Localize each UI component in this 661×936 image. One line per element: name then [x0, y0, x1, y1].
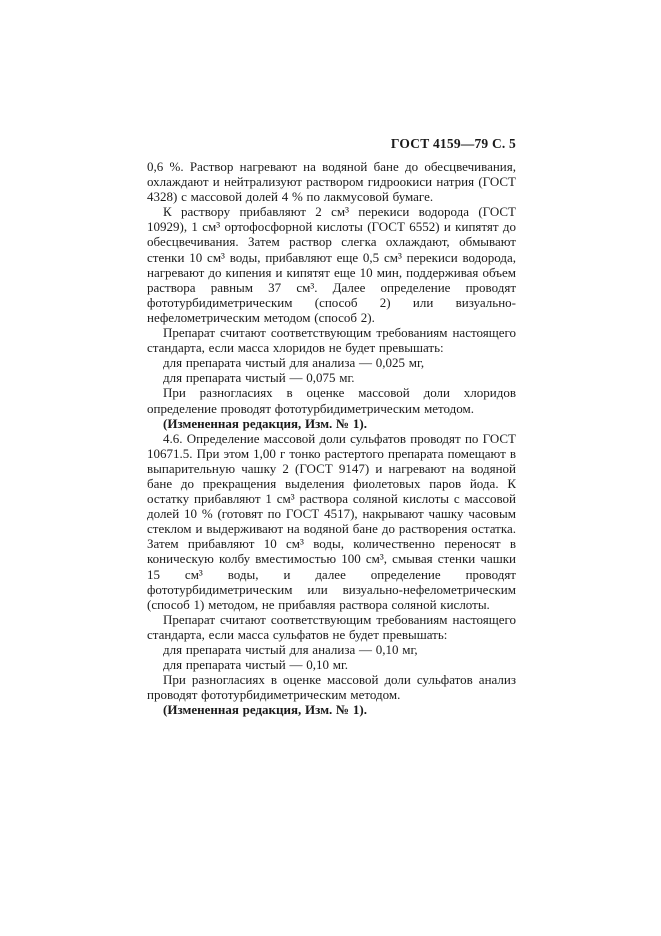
paragraph-amended-edition-note-1: (Измененная редакция, Изм. № 1). — [163, 415, 367, 431]
paragraph-chlorides-limit-pure-grade: для препарата чистый — 0,075 мг. — [163, 370, 355, 386]
paragraph-continuation-chlorides-prep: 0,6 %. Раствор нагревают на водяной бане до обесцвечивания, охлаждают и нейтрализуют раствором гидроокиси натрия (ГОСТ 4328) с массовой долей 4 % по лакмусовой бумаге. — [147, 159, 516, 205]
paragraph-sulfates-limit-analysis-grade: для препарата чистый для анализа — 0,10 мг, — [163, 642, 418, 657]
paragraph-sulfates-limit-pure-grade: для препарата чистый — 0,10 мг. — [163, 657, 349, 673]
paragraph-4-6-sulfates-procedure: 4.6. Определение массовой доли сульфатов проводят по ГОСТ 10671.5. При этом 1,00 г тонко растертого препарата помещают в выпарительную чашку 2 (ГОСТ 9147) и нагревают на водяной бане до прекращения выделения фиолетовых паров йода. К остатку прибавляют 1 см³ раствора соляной кислоты с массовой долей 10 % (готовят по ГОСТ 4517), накрывают чашку часовым стеклом и выдерживают на водяной бане до растворения остатка. Затем прибавляют 10 см³ воды, количественно переносят в коническую колбу вместимостью 100 см³, смывая стенки чашки 15 см³ воды, и далее определение проводят фототурбидиметрическим или визуально-нефелометрическим (способ 1) методом, не прибавляя раствора соляной кислоты. — [147, 430, 516, 612]
paragraph-amended-edition-note-2: (Измененная редакция, Изм. № 1). — [163, 702, 367, 718]
paragraph-peroxide-procedure: К раствору прибавляют 2 см³ перекиси водорода (ГОСТ 10929), 1 см³ ортофосфорной кислоты (ГОСТ 6552) и кипятят до обесцвечивания. Затем раствор слегка охлаждают, обмывают стенки 10 см³ воды, прибавляют еще 0,5 см³ перекиси водорода, нагревают до кипения и кипятят еще 10 мин, поддерживая объем раствора равным 37 см³. Далее определение проводят фототурбидиметрическим (способ 2) или визуально-нефелометрическим методом (способ 2). — [147, 204, 516, 325]
paragraph-chlorides-requirement-intro: Препарат считают соответствующим требованиям настоящего стандарта, если масса хлоридов не будет превышать: — [147, 325, 516, 356]
paragraph-chlorides-limit-analysis-grade: для препарата чистый для анализа — 0,025 мг, — [163, 355, 425, 371]
paragraph-chlorides-dispute-method: При разногласиях в оценке массовой доли хлоридов определение проводят фототурбидиметрическим методом. — [147, 385, 516, 416]
document-text-block — [147, 136, 516, 717]
paragraph-sulfates-requirement-intro: Препарат считают соответствующим требованиям настоящего стандарта, если масса сульфатов не будет превышать: — [147, 611, 516, 642]
page-header-gost-number: ГОСТ 4159—79 С. 5 — [390, 136, 516, 151]
paragraph-sulfates-dispute-method: При разногласиях в оценке массовой доли сульфатов анализ проводят фототурбидиметрическим методом. — [147, 672, 516, 703]
